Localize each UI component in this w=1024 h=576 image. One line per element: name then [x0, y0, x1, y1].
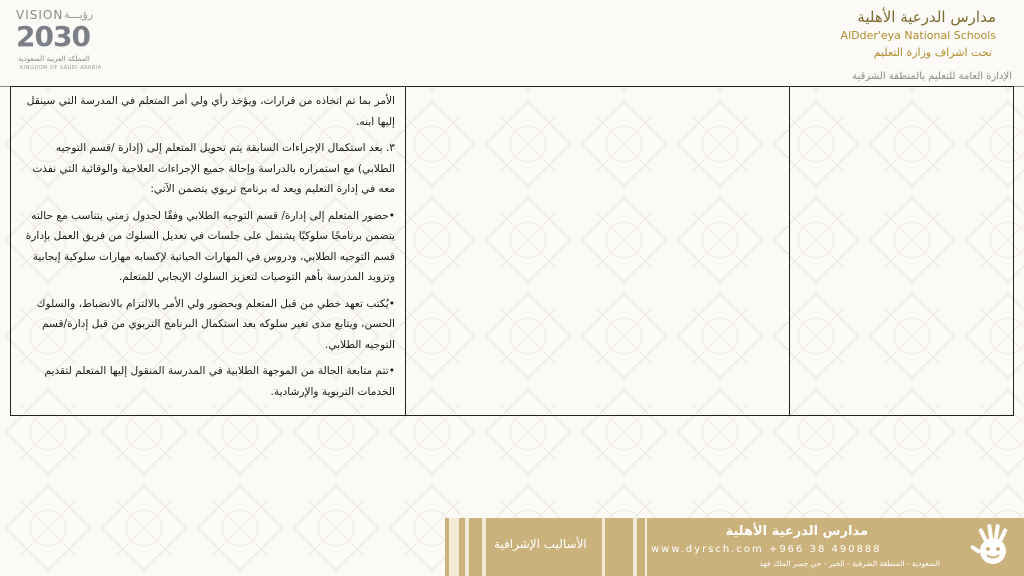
footer-stripe — [482, 518, 486, 576]
vision-2030-logo — [14, 8, 106, 74]
school-name-ar: مدارس الدرعية الأهلية — [857, 8, 996, 26]
table-cell-empty-right — [789, 87, 1013, 415]
footer-school-name: مدارس الدرعية الأهلية — [725, 524, 868, 539]
footer-stripe — [465, 518, 469, 576]
footer-address: السعودية - المنطقة الشرقية - الخبر - حي جسر الملك فهد — [759, 559, 940, 568]
ministry-supervision: تحت اشراف وزارة التعليم — [873, 46, 992, 59]
paragraph-continuation: الأمر بما تم اتخاذه من قرارات، ويؤخذ رأي ولي أمر المتعلم في المدرسة التي سينقل إليها ابنه. — [26, 95, 395, 128]
school-brand — [776, 6, 996, 66]
footer-stripe — [449, 518, 459, 576]
table-cell-empty-middle — [405, 87, 789, 415]
paragraph-step-3: ٣. بعد استكمال الإجراءات السابقة يتم تحويل المتعلم إلى (إدارة /قسم التوجيه الطلابي) مع استمراره بالدراسة وإحالة جميع الإجراءات العلاجية والوقائية التي نفذت معه في إدارة التعليم ويعد له برنامج تربوي يتضمن الآتي: — [32, 142, 395, 195]
table-cell-procedures — [11, 87, 405, 415]
footer-stripe — [633, 518, 637, 576]
footer-website: www.dyrsch.com +966 38 490888 — [651, 544, 882, 555]
school-name-en: AlDder'eya National Schools — [840, 29, 996, 42]
section-title: الأساليب الإشرافية — [494, 537, 587, 551]
footer-stripe — [645, 518, 647, 576]
vision-country-ar: المملكة العربية السعودية — [18, 55, 90, 63]
vision-year: 2030 — [16, 20, 90, 53]
directorate-label: الإدارة العامة للتعليم بالمنطقة الشرقية — [852, 71, 1012, 82]
procedure-text — [11, 87, 405, 402]
bullet-written-pledge: •يُكتب تعهد خطي من قبل المتعلم وبحضور ولي الأمر بالالتزام بالانضباط، والسلوك الحسن، ويتابع مدى تغير سلوكه بعد استكمال البرنامج التربوي من قبل إدارة/قسم التوجيه الطلابي. — [36, 297, 395, 351]
vision-country-en: KINGDOM OF SAUDI ARABIA — [20, 65, 102, 71]
procedure-table — [10, 86, 1014, 416]
bullet-follow-up: •تتم متابعة الحالة من الموجهة الطلابية في المدرسة المنقول إليها المتعلم لتقديم الخدمات التربوية والإرشادية. — [44, 365, 395, 398]
vision-title: VISION — [16, 8, 64, 22]
bullet-attendance: •حضور المتعلم إلى إدارة/ قسم التوجيه الطلابي وفقًا لجدول زمني يتناسب مع حالته يتضمن برنامجًا سلوكيًا يشتمل على جلسات في تعديل السلوك من فريق العمل بإدارة قسم التوجيه الطلابي، ودروس في المهارات الحياتية لإكسابه مهارات سلوكية إيجابية وتزويد المدرسة بأهم التوصيات لتعزيز السلوك الإيجابي للمتعلم. — [25, 209, 395, 283]
vision-arabic: رؤيـــة — [64, 8, 94, 21]
footer-banner — [445, 518, 1024, 576]
school-hand-logo-icon — [966, 520, 1020, 574]
footer-stripe — [602, 518, 605, 576]
